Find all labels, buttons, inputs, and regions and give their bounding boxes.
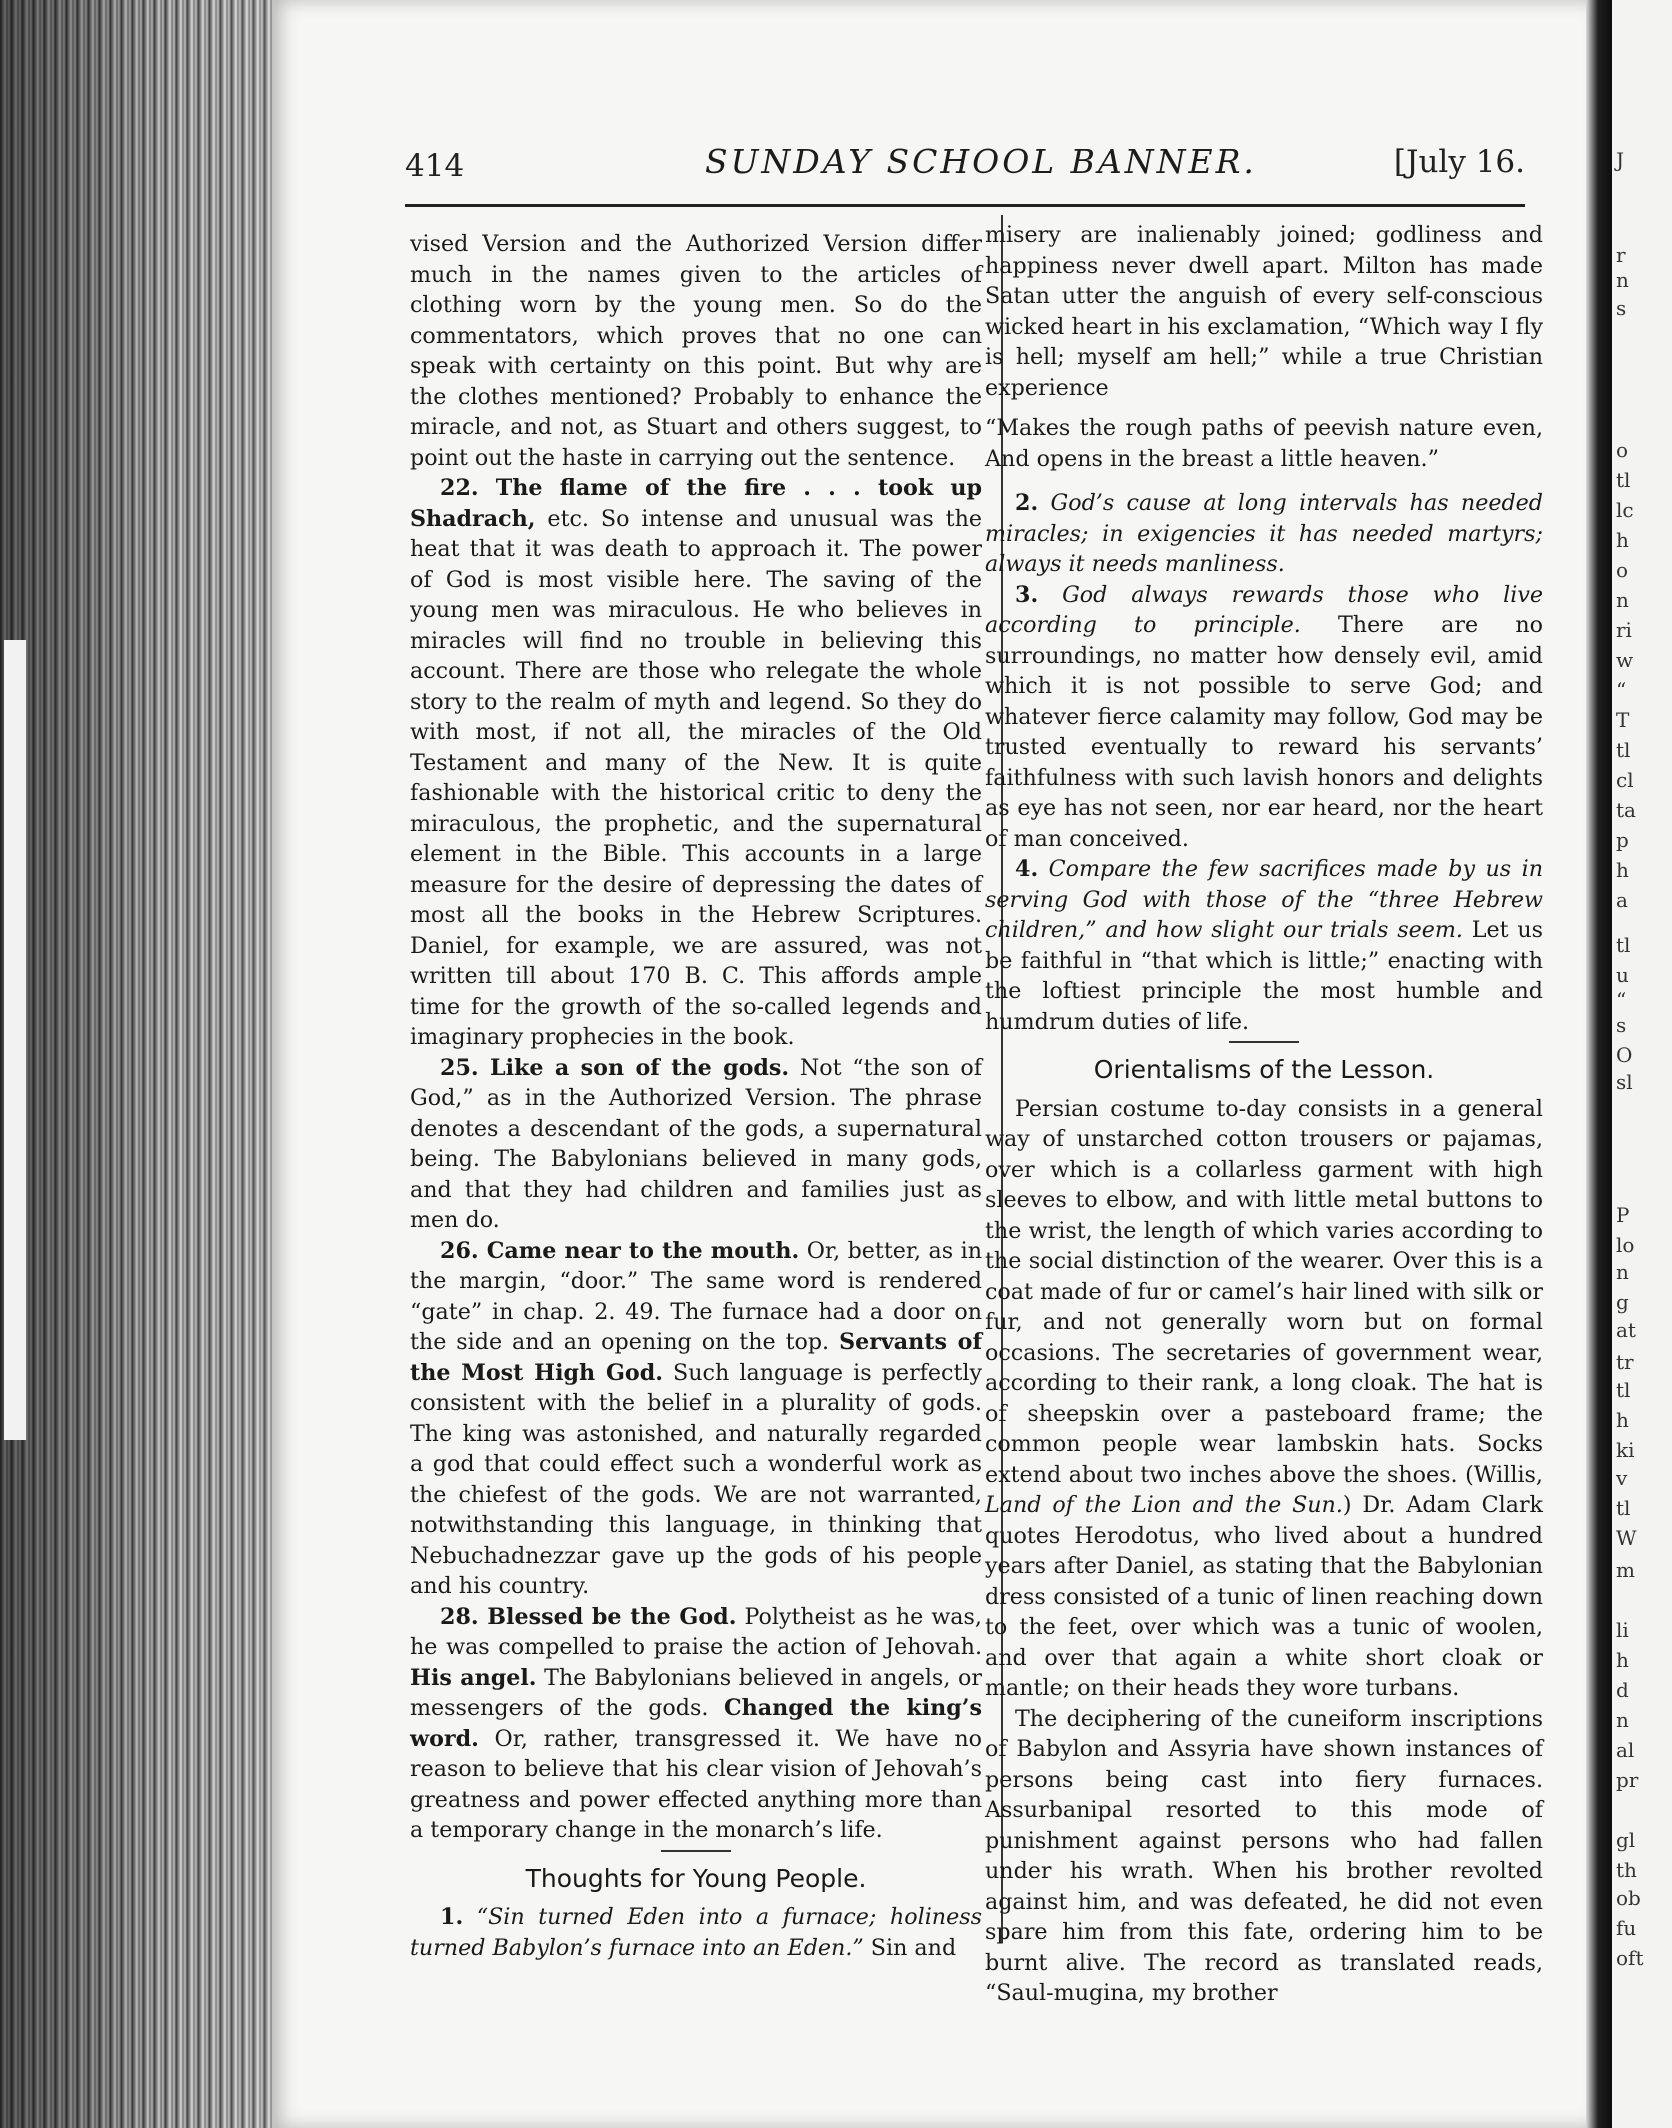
thought-number: 3. — [1015, 581, 1039, 608]
journal-title: SUNDAY SCHOOL BANNER. — [705, 142, 1257, 181]
verse-text: Or, better, as in the margin, “door.” The same word is rendered “gate” in chap. 2. 49. The furnace had a door on the side and an opening on the top. — [410, 1237, 982, 1355]
thought-quote: “Sin turned Eden into a furnace; holiness turned Babylon’s furnace into an Eden.” — [410, 1904, 982, 1961]
facing-page-letter: v — [1616, 1466, 1628, 1490]
header-rule — [405, 204, 1525, 207]
facing-page-letter: g — [1616, 1290, 1629, 1314]
book-edge-shadow — [0, 0, 290, 2128]
section-title-orientalisms: Orientalisms of the Lesson. — [1093, 1055, 1435, 1084]
verse-28-note — [410, 1602, 982, 1846]
thought-text: Sin and — [863, 1934, 957, 1961]
facing-page-letter: ta — [1616, 798, 1636, 822]
verse-25-note — [410, 1053, 982, 1236]
thought-italic: God always rewards those who live according to principle. — [985, 581, 1543, 638]
verse-heading: Changed the king’s word. — [410, 1695, 982, 1752]
verse-text: Not “the son of God,” as in the Authorized Version. The phrase denotes a descendant of the gods, a supernatural being. The Babylonians believed in many gods, and that they had children and families just as men do. — [410, 1054, 982, 1233]
orientalism-paragraph-1 — [985, 1094, 1543, 1704]
facing-page-letter: lc — [1616, 498, 1634, 522]
facing-page-letter: u — [1616, 963, 1629, 987]
facing-page-letter: o — [1616, 438, 1629, 462]
facing-page-letter: tl — [1616, 468, 1631, 492]
facing-page-letter: a — [1616, 888, 1628, 912]
facing-page-letter: O — [1616, 1043, 1633, 1067]
paragraph-text: Persian costume to-day consists in a general way of unstarched cotton trousers or pajamas, over which is a collarless garment with high sleeves to elbow, and with little metal buttons to the wrist, the length of which varies according to the social distinction of the wearer. Over this is a coat made of fur or camel’s hair lined with silk or fur, and not generally worn but on formal occasions. The secretaries of government wear, according to their rank, a long cloak. The hat is of sheepskin over a pasteboard frame; the common people wear lambskin hats. Socks extend about two inches above the shoes. (Willis, — [985, 1095, 1543, 1488]
facing-page-letter: li — [1616, 1618, 1629, 1642]
thought-3 — [985, 580, 1543, 855]
facing-page-letter: s — [1616, 1013, 1627, 1037]
facing-page-letter: tr — [1616, 1350, 1634, 1374]
facing-page-letter: n — [1616, 1260, 1629, 1284]
verse-heading: 25. Like a son of the gods. — [440, 1054, 790, 1081]
facing-page-letter: gl — [1616, 1828, 1636, 1852]
facing-page-letter: o — [1616, 558, 1629, 582]
verse-heading: 26. Came near to the mouth. — [440, 1237, 800, 1264]
facing-page-letter: h — [1616, 1408, 1629, 1432]
right-column — [985, 220, 1543, 2009]
paragraph-text: ) Dr. Adam Clark quotes Herodotus, who lived about a hundred years after Daniel, as stating that the Babylonian dress consisted of a tunic of linen reaching down to the feet, over which was a tunic of woolen, and over that again a white short cloak or mantle; on their heads they wore turbans. — [985, 1492, 1544, 1701]
verse-text: The Babylonians believed in angels, or messengers of the gods. — [410, 1664, 982, 1721]
facing-page-letter: pr — [1616, 1768, 1639, 1792]
thought-text: There are no surroundings, no matter how densely evil, amid which it is not possible to serve God; and whatever fierce calamity may follow, God may be trusted eventually to reward his servants’ faithfulness with such lavish honors and delights as eye has not seen, nor ear heard, nor the heart of man conceived. — [985, 612, 1543, 852]
verse-22-note — [410, 473, 982, 1053]
running-head — [405, 142, 1525, 186]
facing-page-letter: sl — [1616, 1070, 1633, 1094]
facing-page-letter: fu — [1616, 1916, 1637, 1940]
facing-page-letter: J — [1616, 148, 1625, 172]
page-edge-highlight — [4, 640, 26, 1440]
facing-page-letter: P — [1616, 1203, 1630, 1227]
verse-26-note — [410, 1236, 982, 1602]
facing-page-letter: “ — [1616, 678, 1627, 702]
verse-text: Such language is perfectly consistent with the belief in a plurality of gods. The king was astonished, and naturally regarded a god that could effect such a wonderful work as the chiefest of the gods. We are not warranted, notwithstanding this language, in thinking that Nebuchadnezzar gave up the gods of his people and his country. — [410, 1359, 982, 1599]
paragraph: misery are inalienably joined; godliness and happiness never dwell apart. Milton has made Satan utter the anguish of every self-conscious wicked heart in his exclamation, “Which way I fly is hell; myself am hell;” while a true Christian experience — [985, 222, 1543, 401]
paragraph: vised Version and the Authorized Version differ much in the names given to the articles of clothing worn by the young men. So do the commentators, which proves that no one can speak with certainty on this point. But why are the clothes mentioned? Probably to enhance the miracle, and not, as Stuart and others suggest, to point out the haste in carrying out the sentence. — [410, 231, 982, 471]
facing-page-letter: ob — [1616, 1886, 1641, 1910]
thought-italic: God’s cause at long intervals has needed miracles; in exigencies it has needed martyrs; always it needs manliness. — [985, 490, 1543, 577]
facing-page-letter: s — [1616, 296, 1627, 320]
facing-page-letter: tl — [1616, 738, 1631, 762]
book-citation: Land of the Lion and the Sun. — [985, 1492, 1343, 1518]
thought-number: 2. — [1015, 490, 1039, 516]
thought-text: Let us be faithful in “that which is little;” enacting with the loftiest principle the most humble and humdrum duties of life. — [985, 917, 1543, 1035]
verse-heading: 22. The flame of the fire . . . took up Shadrach, — [410, 475, 982, 532]
verse-text: etc. So intense and unusual was the heat that it was death to approach it. The power of God is most visible here. The saving of the young men was miraculous. He who believes in miracles will find no trouble in believing this account. There are those who relegate the whole story to the realm of myth and legend. So they do with most, if not all, the miracles of the Old Testament and many of the New. It is quite fashionable with the historical critic to deny the miraculous, the prophetic, and the supernatural element in the Bible. This accounts in a large measure for the desire of depressing the dates of most all the books in the Hebrew Scriptures. Daniel, for example, we are assured, was not written till about 170 B. C. This affords ample time for the growth of the so-called legends and imaginary prophecies in the book. — [410, 505, 982, 1050]
facing-page-letter: al — [1616, 1738, 1635, 1762]
issue-date: [July 16. — [1393, 144, 1525, 180]
verse-heading: His angel. — [410, 1664, 537, 1691]
thought-1 — [410, 1902, 982, 1963]
thought-4 — [985, 854, 1543, 1037]
facing-page-letter: tl — [1616, 933, 1631, 957]
section-rule — [1229, 1041, 1299, 1043]
left-column — [410, 229, 982, 1963]
verse-heading: Servants of the Most High God. — [410, 1329, 982, 1386]
facing-page-letter: n — [1616, 268, 1629, 292]
facing-page-letter: n — [1616, 1708, 1629, 1732]
thought-italic: Compare the few sacrifices made by us in serving God with those of the “three Hebrew children,” and how slight our trials seem. — [985, 856, 1543, 943]
facing-page-letter: p — [1616, 828, 1629, 852]
page-number: 414 — [405, 148, 465, 184]
verse-text: Polytheist as he was, he was compelled to praise the action of Jehovah. — [410, 1603, 982, 1660]
facing-page-letter: tl — [1616, 1496, 1631, 1520]
section-title-thoughts: Thoughts for Young People. — [525, 1863, 867, 1893]
facing-page-letter: lo — [1616, 1233, 1635, 1257]
section-rule — [661, 1850, 731, 1852]
facing-page-letter: oft — [1616, 1946, 1644, 1970]
facing-page-fragment — [1612, 0, 1672, 2128]
facing-page-letter: d — [1616, 1678, 1629, 1702]
poetry-quote: “Makes the rough paths of peevish nature even, And opens in the breast a little heaven.” — [985, 415, 1543, 472]
verse-text: Or, rather, transgressed it. We have no reason to believe that his clear vision of Jehovah’s greatness and power effected anything more than a temporary change in the monarch’s life. — [410, 1725, 982, 1843]
facing-page-letter: ki — [1616, 1438, 1635, 1462]
facing-page-letter: ri — [1616, 618, 1632, 642]
orientalism-paragraph-2: The deciphering of the cuneiform inscriptions of Babylon and Assyria have shown instances of persons being cast into fiery furnaces. Assurbanipal resorted to this mode of punishment against persons who had fallen under his wrath. When his brother revolted against him, and was defeated, he did not even spare him from this fate, ordering him to be burnt alive. The record as translated reads, “Saul-mugina, my brother — [985, 1705, 1543, 2006]
facing-page-letter: tl — [1616, 1378, 1631, 1402]
facing-page-letter: T — [1616, 708, 1630, 732]
verse-heading: 28. Blessed be the God. — [440, 1603, 737, 1630]
facing-page-letter: h — [1616, 1648, 1629, 1672]
facing-page-letter: at — [1616, 1318, 1636, 1342]
facing-page-letter: h — [1616, 528, 1629, 552]
facing-page-letter: W — [1616, 1526, 1637, 1550]
facing-page-letter: w — [1616, 648, 1634, 672]
facing-page-letter: m — [1616, 1558, 1635, 1582]
thought-number: 1. — [440, 1904, 464, 1930]
facing-page-letter: h — [1616, 858, 1629, 882]
thought-number: 4. — [1015, 856, 1039, 882]
facing-page-letter: r — [1616, 243, 1626, 267]
facing-page-letter: th — [1616, 1858, 1637, 1882]
facing-page-letter: cl — [1616, 768, 1634, 792]
thought-2 — [985, 488, 1543, 580]
facing-page-letter: “ — [1616, 988, 1627, 1012]
facing-page-letter: n — [1616, 588, 1629, 612]
